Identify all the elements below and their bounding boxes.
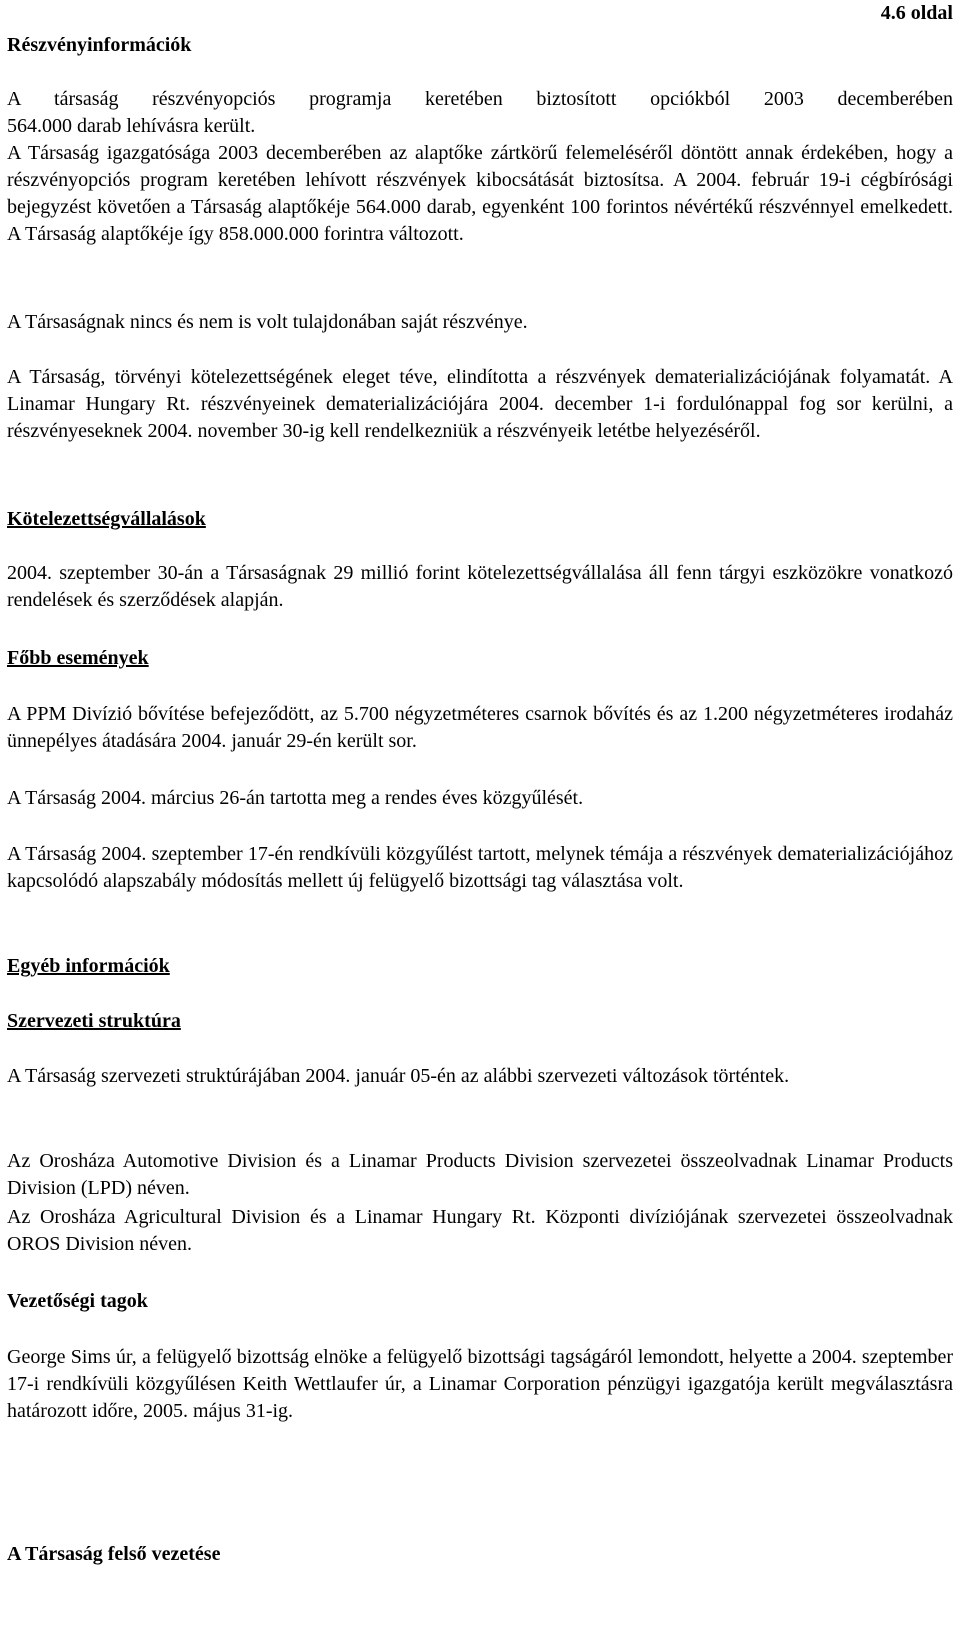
- paragraph-share-options: [7, 86, 953, 140]
- section-title-share-info: Részvényinformációk: [7, 34, 192, 56]
- section-heading-other-info: Egyéb információk: [7, 955, 170, 977]
- paragraph-text: A Társaság, törvényi kötelezettségének eleget téve, elindította a részvények dematerializációjának folyamatát. A Linamar Hungary Rt. részvényeinek dematerializációjára 2004. december 1-i fordulónappal fog sor kerülni, a részvényeseknek 2004. november 30-ig kell rendelkezniük a részvényeik letétbe helyezéséről.: [7, 366, 953, 442]
- section-heading-events: Főbb események: [7, 647, 149, 669]
- page-number: 4.6 oldal: [880, 2, 953, 24]
- paragraph-text: Az Orosháza Agricultural Division és a Linamar Hungary Rt. Központi divíziójának szervezetei összeolvadnak OROS Division néven.: [7, 1206, 953, 1255]
- paragraph-line: 564.000 darab lehívásra került.: [7, 115, 256, 137]
- paragraph-lpd-merge: [7, 1148, 953, 1202]
- paragraph-dematerialization: [7, 364, 953, 445]
- paragraph-text: Az Orosháza Automotive Division és a Linamar Products Division szervezetei összeolvadnak Linamar Products Division (LPD) néven.: [7, 1150, 953, 1199]
- paragraph-capital-increase: [7, 140, 953, 248]
- paragraph-commitments: [7, 560, 953, 614]
- paragraph-text: George Sims úr, a felügyelő bizottság elnöke a felügyelő bizottsági tagságáról lemondott, helyette a 2004. szeptember 17-i rendkívüli közgyűlésen Keith Wettlaufer úr, a Linamar Corporation pénzügyi igazgatója került megválasztásra határozott időre, 2005. május 31-ig.: [7, 1346, 953, 1422]
- paragraph-line: A társaság részvényopciós programja keretében biztosított opciókból 2003 decemberében: [7, 88, 953, 110]
- paragraph-own-shares: [7, 309, 953, 336]
- paragraph-text: A Társaság igazgatósága 2003 decemberében az alaptőke zártkörű felemeléséről döntött annak érdekében, hogy a részvényopciós program keretében lehívott részvények kibocsátását biztosítsa. A 2004. február 19-i cégbírósági bejegyzést követően a Társaság alaptőkéje 564.000 darab, egyenként 100 forintos névértékű részvénnyel emelkedett. A Társaság alaptőkéje így 858.000.000 forintra változott.: [7, 142, 953, 245]
- paragraph-oros-merge: [7, 1204, 953, 1258]
- section-heading-top-management: A Társaság felső vezetése: [7, 1543, 221, 1565]
- paragraph-extraordinary-meeting: [7, 841, 953, 895]
- paragraph-text: A PPM Divízió bővítése befejeződött, az 5.700 négyzetméteres csarnok bővítés és az 1.200 négyzetméteres irodaház ünnepélyes átadására 2004. január 29-én került sor.: [7, 703, 953, 752]
- section-heading-commitments: Kötelezettségvállalások: [7, 508, 206, 530]
- section-heading-org-structure: Szervezeti struktúra: [7, 1010, 181, 1032]
- paragraph-annual-meeting: [7, 785, 953, 812]
- paragraph-text: A Társaságnak nincs és nem is volt tulajdonában saját részvénye.: [7, 311, 528, 333]
- section-heading-management: Vezetőségi tagok: [7, 1290, 148, 1312]
- paragraph-text: A Társaság szervezeti struktúrájában 2004. január 05-én az alábbi szervezeti változások történtek.: [7, 1065, 790, 1087]
- paragraph-text: 2004. szeptember 30-án a Társaságnak 29 millió forint kötelezettségvállalása áll fenn tárgyi eszközökre vonatkozó rendelések és szerződések alapján.: [7, 562, 953, 611]
- paragraph-text: A Társaság 2004. szeptember 17-én rendkívüli közgyűlést tartott, melynek témája a részvények dematerializációjához kapcsolódó alapszabály módosítás mellett új felügyelő bizottsági tag választása volt.: [7, 843, 953, 892]
- paragraph-ppm-division: [7, 701, 953, 755]
- paragraph-text: A Társaság 2004. március 26-án tartotta meg a rendes éves közgyűlését.: [7, 787, 584, 809]
- paragraph-structure-changes: [7, 1063, 953, 1090]
- paragraph-board-change: [7, 1344, 953, 1425]
